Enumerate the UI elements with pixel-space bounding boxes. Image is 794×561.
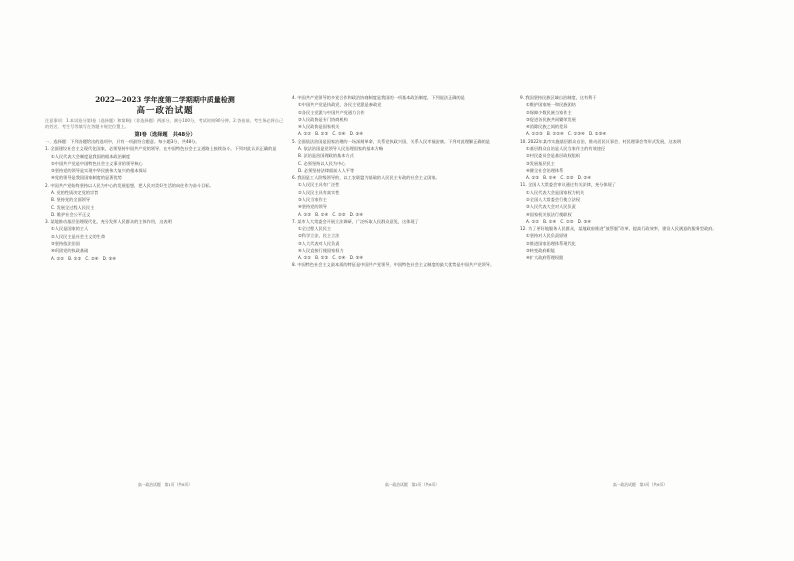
question-3-option: ④巩固党的执政基础 (51, 248, 89, 254)
exam-column-2 (292, 95, 532, 480)
question-12-option: ①坚持对人民负责原则 (526, 233, 568, 239)
question-12-option: ③转变政府职能 (526, 247, 555, 253)
question-5: 5. 全面依法治国是国家治理的一场深刻革命，关系党执政兴国，关系人民幸福安康。下列对此理解正确的是 (292, 138, 490, 144)
question-12-option: ④扩大政府管理权限 (526, 255, 564, 261)
question-9: 9. 我国坚持民族区域自治制度，这有利于 (520, 95, 597, 100)
question-3-answers: A. ①② B. ①③ C. ②④ D. ③④ (51, 255, 117, 261)
question-6-option: ③人民当家作主 (298, 196, 327, 202)
question-11-option: ④国家机关依法行使职权 (526, 211, 572, 217)
question-5-option: C. 必须坚持以人民为中心 (298, 160, 346, 166)
question-5-option: A. 依法治国是党领导人民治理国家的基本方略 (298, 145, 384, 151)
question-1-option: ③坚持党的领导是实现中华民族伟大复兴的根本保证 (51, 168, 147, 174)
question-6-option: ②人民民主具有真实性 (298, 189, 340, 195)
question-10-option: ②村民委员会是基层政权组织 (526, 153, 581, 159)
question-4-option: ②各民主党派与中国共产党通力合作 (298, 109, 365, 115)
question-3-option: ②人民民主是社会主义的生命 (51, 233, 106, 239)
question-6-option: ④坚持党的领导 (298, 204, 327, 210)
question-12-option: ②推进国家治理体系现代化 (526, 240, 576, 246)
question-6-option: ①人民民主具有广泛性 (298, 182, 340, 188)
question-4-option: ③人民政协是专门协商机构 (298, 116, 348, 122)
question-7: 7. 某市人大常委会开展立法调研，广泛听取人民群众意见，这体现了 (292, 218, 419, 224)
question-1-option: ②中国共产党是中国特色社会主义事业的领导核心 (51, 160, 143, 166)
question-11-answers: A. ①② B. ①④ C. ②③ D. ③④ (526, 218, 592, 224)
question-4-option: ④人民政协是国家机关 (298, 124, 340, 130)
question-4-option: ①中国共产党是执政党，各民主党派是参政党 (298, 102, 382, 108)
question-5-option: B. 法治是治国理政的基本方式 (298, 153, 354, 159)
question-11-option: ①人民代表大会是国家权力机关 (526, 189, 585, 195)
exam-column-1 (45, 95, 285, 480)
question-11: 11. 全国人大常委会审议通过有关法律，充分体现了 (520, 182, 616, 188)
question-2-option: A. 党的性质决定党的宗旨 (51, 190, 99, 195)
question-7-option: ③人大代表对人民负责 (298, 240, 340, 246)
question-8: 8. 中国特色社会主义最本质的特征是中国共产党领导，中国特色社会主义制度的最大优势是中国共产党领导。 (292, 262, 495, 268)
question-11-option: ②全国人大常委会行使立法权 (526, 196, 581, 202)
question-12: 12. 为了更好地服务人民群众，某地政府推进“放管服”改革，提高行政效率，建设人民满意的服务型政府。 (520, 226, 717, 232)
question-9-option: ④消除民族之间的差异 (526, 124, 568, 130)
section-heading: 第Ⅰ卷（选择题 共48分） (134, 131, 196, 138)
exam-column-3 (520, 95, 760, 480)
question-10: 10. 2022年某市实施基层群众自治，推动居民议事会、村民理事会等形式发展，这表明 (520, 138, 682, 144)
question-7-option: ④人民直接行使国家权力 (298, 247, 344, 253)
question-7-option: ①全过程人民民主 (298, 226, 332, 232)
question-7-option: ②科学立法、民主立法 (298, 233, 340, 239)
question-3-option: ③坚持依法治国 (51, 240, 80, 246)
question-9-answers: A. ①②③ B. ①②④ C. ①③④ D. ②③④ (526, 131, 607, 137)
page-footer: 高一政治试题 第3页（共6页） (612, 482, 668, 487)
question-4-answers: A. ①② B. ①③ C. ②④ D. ③④ (298, 131, 364, 137)
question-1-option: ④党的领导是我国国家制度的显著优势 (51, 175, 122, 181)
question-2-option: C. 发展全过程人民民主 (51, 204, 95, 210)
question-4: 4. 中国共产党领导的多党合作和政治协商制度是我国的一项基本政治制度，下列说法正确的是 (292, 95, 465, 100)
question-6: 6. 我国是工人阶级领导的、以工农联盟为基础的人民民主专政的社会主义国家。 (292, 175, 440, 181)
question-10-option: ③发展基层民主 (526, 160, 555, 166)
page-footer: 高一政治试题 第1页（共6页） (137, 482, 193, 487)
question-11-option: ③人民代表大会对人民负责 (526, 204, 576, 210)
question-1: 1. 全面建设社会主义现代化国家，必须坚持中国共产党的领导，在中国特色社会主义道路上接续奋斗。下列对此认识正确的是 (45, 146, 277, 152)
question-9-option: ①维护国家统一和民族团结 (526, 102, 576, 108)
question-5-option: D. 必须坚持法律面前人人平等 (298, 167, 355, 173)
question-2-option: D. 维护社会公平正义 (51, 211, 91, 217)
question-1-option: ①人民代表大会制度是我国的根本政治制度 (51, 153, 131, 159)
question-10-option: ①基层群众自治是人民当家作主的有效途径 (526, 145, 606, 151)
question-6-answers: A. ①③ B. ①④ C. ②③ D. ②④ (298, 211, 364, 217)
exam-subject-title: 高一政治试题 (136, 106, 194, 117)
question-3-option: ①人民是国家的主人 (51, 226, 89, 232)
question-2: 2. 中国共产党始终坚持以人民为中心的发展思想，把人民对美好生活的向往作为奋斗目标。 (45, 182, 214, 188)
question-7-answers: A. ①② B. ①③ C. ②④ D. ③④ (298, 255, 364, 261)
section-instructions: 一、选择题：下列各题给出的选项中，只有一项最符合题意。每小题3分，共48分。 (45, 139, 200, 145)
page-footer: 高一政治试题 第2页（共6页） (384, 482, 440, 487)
question-10-option: ④健全社会治理体系 (526, 167, 564, 173)
question-9-option: ②保障少数民族当家作主 (526, 109, 572, 115)
exam-notice: 注意事项：1.本试卷分第Ⅰ卷（选择题）和第Ⅱ卷（非选择题）两部分，满分100分，考试时间90分钟。2.答卷前，考生务必将自己的姓名、考生号等填写在答题卡规定位置上。 (45, 118, 284, 130)
question-10-answers: A. ①③ B. ①④ C. ②③ D. ②④ (526, 175, 592, 181)
question-3: 3. 某地推动基层治理现代化，充分发挥人民群众的主体作用，这表明 (45, 219, 172, 225)
question-9-option: ③促进各民族共同繁荣发展 (526, 116, 576, 122)
question-2-option: B. 坚持党的全面领导 (51, 197, 91, 203)
exam-term-title: 2022—2023 学年度第二学期期中质量检测 (95, 95, 235, 104)
